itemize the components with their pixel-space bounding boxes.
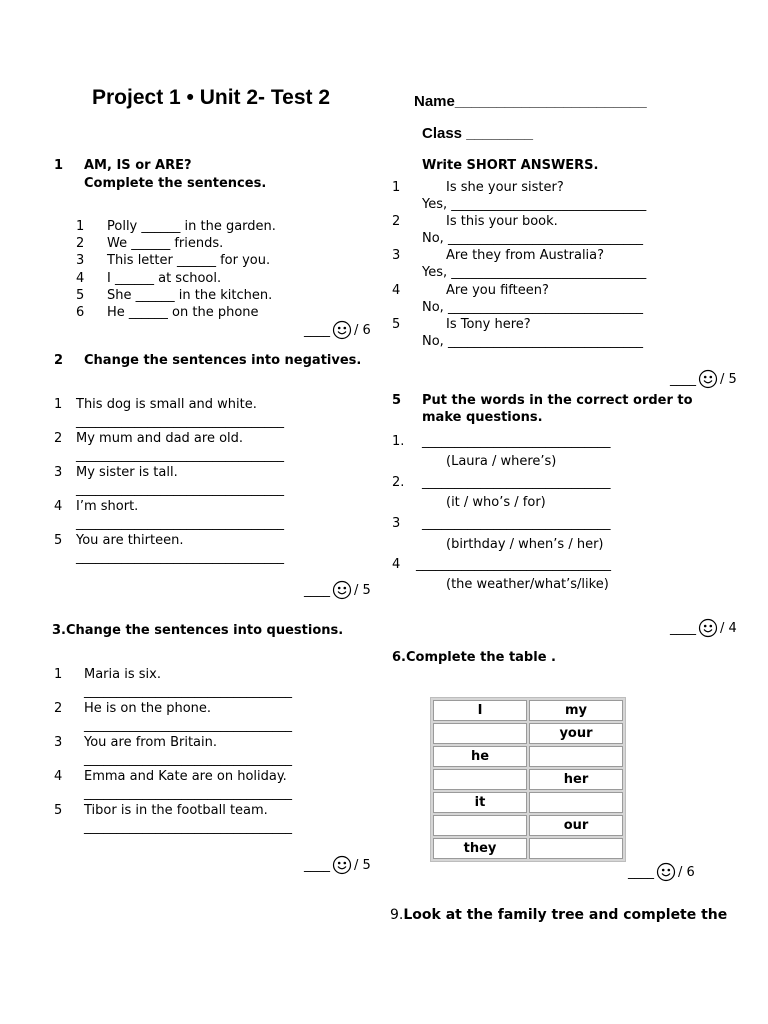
smiley-icon [656,862,676,882]
table-cell: I [433,700,527,721]
word-hint: (the weather/what’s/like) [446,577,609,592]
exercise-item: Emma and Kate are on holiday. [84,769,287,784]
score-total: / 5 [354,582,371,598]
section-number: 2 [54,353,64,368]
word-hint: (birthday / when’s / her) [446,537,604,552]
item-number: 4 [392,557,401,572]
score-blank: ____ [670,620,696,636]
item-number: 3 [54,465,63,480]
smiley-icon [332,320,352,340]
score-box [670,369,737,389]
exercise-item: This letter ______ for you. [107,253,271,268]
table-cell: her [529,769,623,790]
section-9 [390,907,727,923]
exercise-item: He is on the phone. [84,701,212,716]
class-field-label: Class ________ [422,125,533,142]
score-total: / 6 [678,864,695,880]
answer-line: ________________________________ [76,482,284,497]
exercise-item: You are from Britain. [84,735,218,750]
item-number: 3 [392,248,401,263]
table-cell: it [433,792,527,813]
score-blank: ____ [670,371,696,387]
score-total: / 5 [720,371,737,387]
table-cell: our [529,815,623,836]
answer-line: ________________________________ [84,752,292,767]
table-cell [433,815,527,836]
item-number: 4 [54,499,63,514]
section-title: Change the sentences into negatives. [84,353,362,368]
item-number: 2 [54,701,63,716]
table-cell: my [529,700,623,721]
item-number: 3 [392,516,401,531]
smiley-icon [698,369,718,389]
question-text: Are they from Australia? [446,248,605,263]
answer-line: Yes, ______________________________ [422,265,647,280]
exercise-item: Tibor is in the football team. [84,803,268,818]
pronoun-table [430,697,626,862]
question-text: Is Tony here? [446,317,531,332]
section-title: 6.Complete the table . [392,650,556,665]
item-number: 1 [54,667,63,682]
word-hint: (it / who’s / for) [446,495,546,510]
page-title: Project 1 • Unit 2- Test 2 [92,86,331,109]
item-number: 5 [54,533,63,548]
answer-line: ________________________________ [84,718,292,733]
section-number: 1 [54,158,64,173]
answer-line: ________________________________ [76,550,284,565]
score-box [304,580,371,600]
section-title: 3.Change the sentences into questions. [52,623,344,638]
section-subtitle: Complete the sentences. [84,176,267,191]
item-number: 1. [392,434,405,449]
table-cell [529,838,623,859]
section-number: 5 [392,393,402,408]
exercise-item: I’m short. [76,499,139,514]
score-blank: ____ [628,864,654,880]
item-number: 1 [54,397,63,412]
exercise-item: He ______ on the phone [107,305,259,320]
table-row [433,723,623,744]
answer-line: No, ______________________________ [422,334,643,349]
score-blank: ____ [304,857,330,873]
answer-line: _____________________________ [422,434,611,449]
exercise-item: We ______ friends. [107,236,224,251]
exercise-item: This dog is small and white. [76,397,257,412]
table-cell [529,746,623,767]
score-box [304,320,371,340]
exercise-item: She ______ in the kitchen. [107,288,273,303]
exercise-item: My mum and dad are old. [76,431,244,446]
section-title: AM, IS or ARE? [84,158,192,173]
exercise-item: My sister is tall. [76,465,178,480]
table-cell [433,769,527,790]
exercise-item: Polly ______ in the garden. [107,219,276,234]
item-number: 2 [76,236,85,251]
table-cell: they [433,838,527,859]
table-row [433,838,623,859]
table-cell [433,723,527,744]
item-number: 3 [54,735,63,750]
section-number: 9. [390,907,404,923]
score-total: / 5 [354,857,371,873]
answer-line: No, ______________________________ [422,231,643,246]
item-number: 1 [76,219,85,234]
item-number: 4 [76,271,85,286]
table-row [433,815,623,836]
exercise-item: Maria is six. [84,667,161,682]
table-cell [529,792,623,813]
section-title-cont: make questions. [422,410,543,425]
item-number: 5 [392,317,401,332]
score-blank: ____ [304,582,330,598]
answer-line: No, ______________________________ [422,300,643,315]
word-hint: (Laura / where’s) [446,454,557,469]
score-blank: ____ [304,322,330,338]
table-cell: your [529,723,623,744]
score-box [304,855,371,875]
name-field-label: Name_______________________ [414,93,647,110]
score-box [670,618,737,638]
score-total: / 4 [720,620,737,636]
answer-line: ________________________________ [76,448,284,463]
question-text: Is this your book. [446,214,558,229]
section-title: Write SHORT ANSWERS. [422,158,599,173]
question-text: Are you fifteen? [446,283,549,298]
item-number: 6 [76,305,85,320]
section-title: Look at the family tree and complete the [403,907,728,923]
item-number: 5 [54,803,63,818]
table-row [433,746,623,767]
item-number: 2 [392,214,401,229]
score-total: / 6 [354,322,371,338]
table-row [433,792,623,813]
answer-line: _____________________________ [422,516,611,531]
answer-line: Yes, ______________________________ [422,197,647,212]
table-row [433,700,623,721]
answer-line: ________________________________ [84,786,292,801]
table-row [433,769,623,790]
smiley-icon [332,855,352,875]
item-number: 4 [392,283,401,298]
item-number: 2 [54,431,63,446]
answer-line: ________________________________ [84,684,292,699]
answer-line: ________________________________ [76,414,284,429]
exercise-item: You are thirteen. [76,533,184,548]
score-box [628,862,695,882]
item-number: 2. [392,475,405,490]
section-title: Put the words in the correct order to [422,393,693,408]
item-number: 4 [54,769,63,784]
answer-line: ______________________________ [416,557,611,572]
answer-line: _____________________________ [422,475,611,490]
item-number: 1 [392,180,401,195]
answer-line: ________________________________ [84,820,292,835]
answer-line: ________________________________ [76,516,284,531]
question-text: Is she your sister? [446,180,564,195]
smiley-icon [332,580,352,600]
table-cell: he [433,746,527,767]
smiley-icon [698,618,718,638]
item-number: 3 [76,253,85,268]
exercise-item: I ______ at school. [107,271,222,286]
item-number: 5 [76,288,85,303]
